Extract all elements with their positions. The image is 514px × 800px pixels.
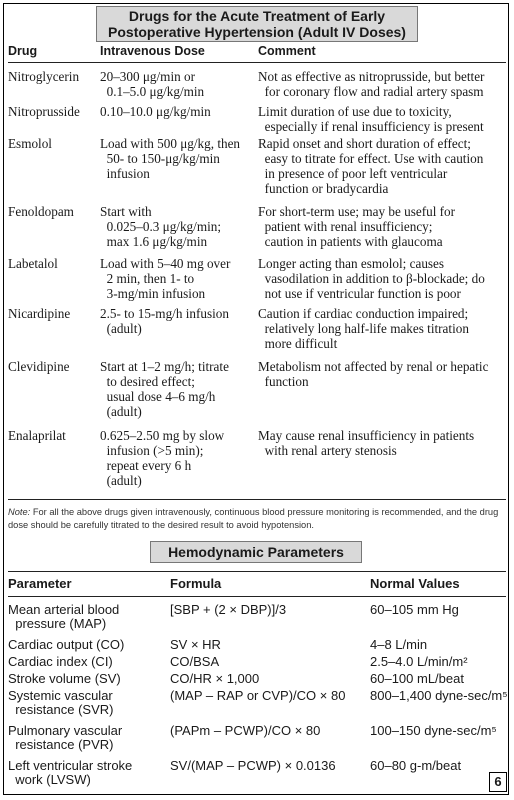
drug-name: Fenoldopam [8, 204, 74, 219]
param-normal-value: 60–105 mm Hg [370, 602, 459, 617]
table-end-divider [8, 499, 506, 500]
param-normal-value: 60–80 g-m/beat [370, 758, 462, 773]
drug-dose: 0.625–2.50 mg by slow infusion (>5 min); repeat every 6 h (adult) [100, 428, 225, 488]
normal-values-col-header: Normal Values [370, 576, 460, 591]
page-number: 6 [489, 772, 507, 792]
param-formula: SV/(MAP – PCWP) × 0.0136 [170, 758, 336, 773]
drug-name: Clevidipine [8, 359, 70, 374]
drug-name: Esmolol [8, 136, 52, 151]
title-line-2: Postoperative Hypertension (Adult IV Doses) [108, 24, 406, 40]
note-label: Note: [8, 507, 31, 517]
drug-name: Nitroprusside [8, 104, 80, 119]
param-name: Cardiac output (CO) [8, 637, 125, 652]
drug-comment: For short-term use; may be useful for patient with renal insufficiency; caution in patients with glaucoma [258, 204, 456, 249]
drug-dose: 2.5- to 15-mg/h infusion (adult) [100, 306, 229, 336]
param-normal-value: 2.5–4.0 L/min/m² [370, 654, 468, 669]
drug-dose: Start at 1–2 mg/h; titrate to desired effect; usual dose 4–6 mg/h (adult) [100, 359, 229, 419]
drug-name: Enalaprilat [8, 428, 66, 443]
page-title [96, 6, 418, 42]
param-formula: CO/HR × 1,000 [170, 671, 260, 686]
param-name: Pulmonary vascular resistance (PVR) [8, 723, 123, 752]
param-formula: [SBP + (2 × DBP)]/3 [170, 602, 287, 617]
param-name: Mean arterial blood pressure (MAP) [8, 602, 120, 631]
param-name: Systemic vascular resistance (SVR) [8, 688, 114, 717]
drug-dose: 0.10–10.0 μg/kg/min [100, 104, 211, 119]
drug-comment: Longer acting than esmolol; causes vasodilation in addition to β-blockade; do not use if ventricular function is poor [258, 256, 485, 301]
comment-col-header: Comment [258, 44, 316, 58]
dose-col-header: Intravenous Dose [100, 44, 205, 58]
param-name: Stroke volume (SV) [8, 671, 121, 686]
drug-dose: 20–300 μg/min or 0.1–5.0 μg/kg/min [100, 69, 205, 99]
param-formula: (MAP – RAP or CVP)/CO × 80 [170, 688, 346, 703]
drug-comment: May cause renal insufficiency in patients with renal artery stenosis [258, 428, 475, 458]
param-formula: SV × HR [170, 637, 221, 652]
param-normal-value: 100–150 dyne-sec/m⁵ [370, 723, 497, 738]
drug-col-header: Drug [8, 44, 38, 58]
drug-comment: Rapid onset and short duration of effect; easy to titrate for effect. Use with caution in presence of poor left ventricular function or bradycardia [258, 136, 484, 196]
drug-comment: Limit duration of use due to toxicity, especially if renal insufficiency is present [258, 104, 484, 134]
param-normal-value: 4–8 L/min [370, 637, 428, 652]
param-name: Cardiac index (CI) [8, 654, 113, 669]
hemo-section-title: Hemodynamic Parameters [150, 541, 362, 563]
param-formula: (PAPm – PCWP)/CO × 80 [170, 723, 321, 738]
drug-dose: Load with 500 μg/kg, then 50- to 150-μg/kg/min infusion [100, 136, 241, 181]
param-normal-value: 60–100 mL/beat [370, 671, 464, 686]
drug-comment: Metabolism not affected by renal or hepatic function [258, 359, 489, 389]
drug-comment: Caution if cardiac conduction impaired; relatively long half-life makes titration more difficult [258, 306, 469, 351]
title-line-1: Drugs for the Acute Treatment of Early [128, 8, 386, 24]
drug-name: Nitroglycerin [8, 69, 80, 84]
formula-col-header: Formula [170, 576, 222, 591]
drug-comment: Not as effective as nitroprusside, but better for coronary flow and radial artery spasm [258, 69, 485, 99]
parameter-col-header: Parameter [8, 576, 72, 591]
param-normal-value: 800–1,400 dyne-sec/m⁵ [370, 688, 508, 703]
drug-name: Nicardipine [8, 306, 71, 321]
drug-name: Labetalol [8, 256, 58, 271]
hemo-top-rule [8, 571, 506, 572]
hemo-header-divider [8, 596, 506, 597]
param-name: Left ventricular stroke work (LVSW) [8, 758, 133, 787]
footnote [8, 506, 504, 532]
drug-dose: Load with 5–40 mg over 2 min, then 1- to 3-mg/min infusion [100, 256, 231, 301]
note-text: For all the above drugs given intravenously, continuous blood pressure monitoring is recommended, and the drug dose should be carefully titrated to the desired result to avoid hypotension. [8, 507, 499, 530]
param-formula: CO/BSA [170, 654, 220, 669]
drug-dose: Start with 0.025–0.3 μg/kg/min; max 1.6 μg/kg/min [100, 204, 221, 249]
header-divider [8, 62, 506, 63]
